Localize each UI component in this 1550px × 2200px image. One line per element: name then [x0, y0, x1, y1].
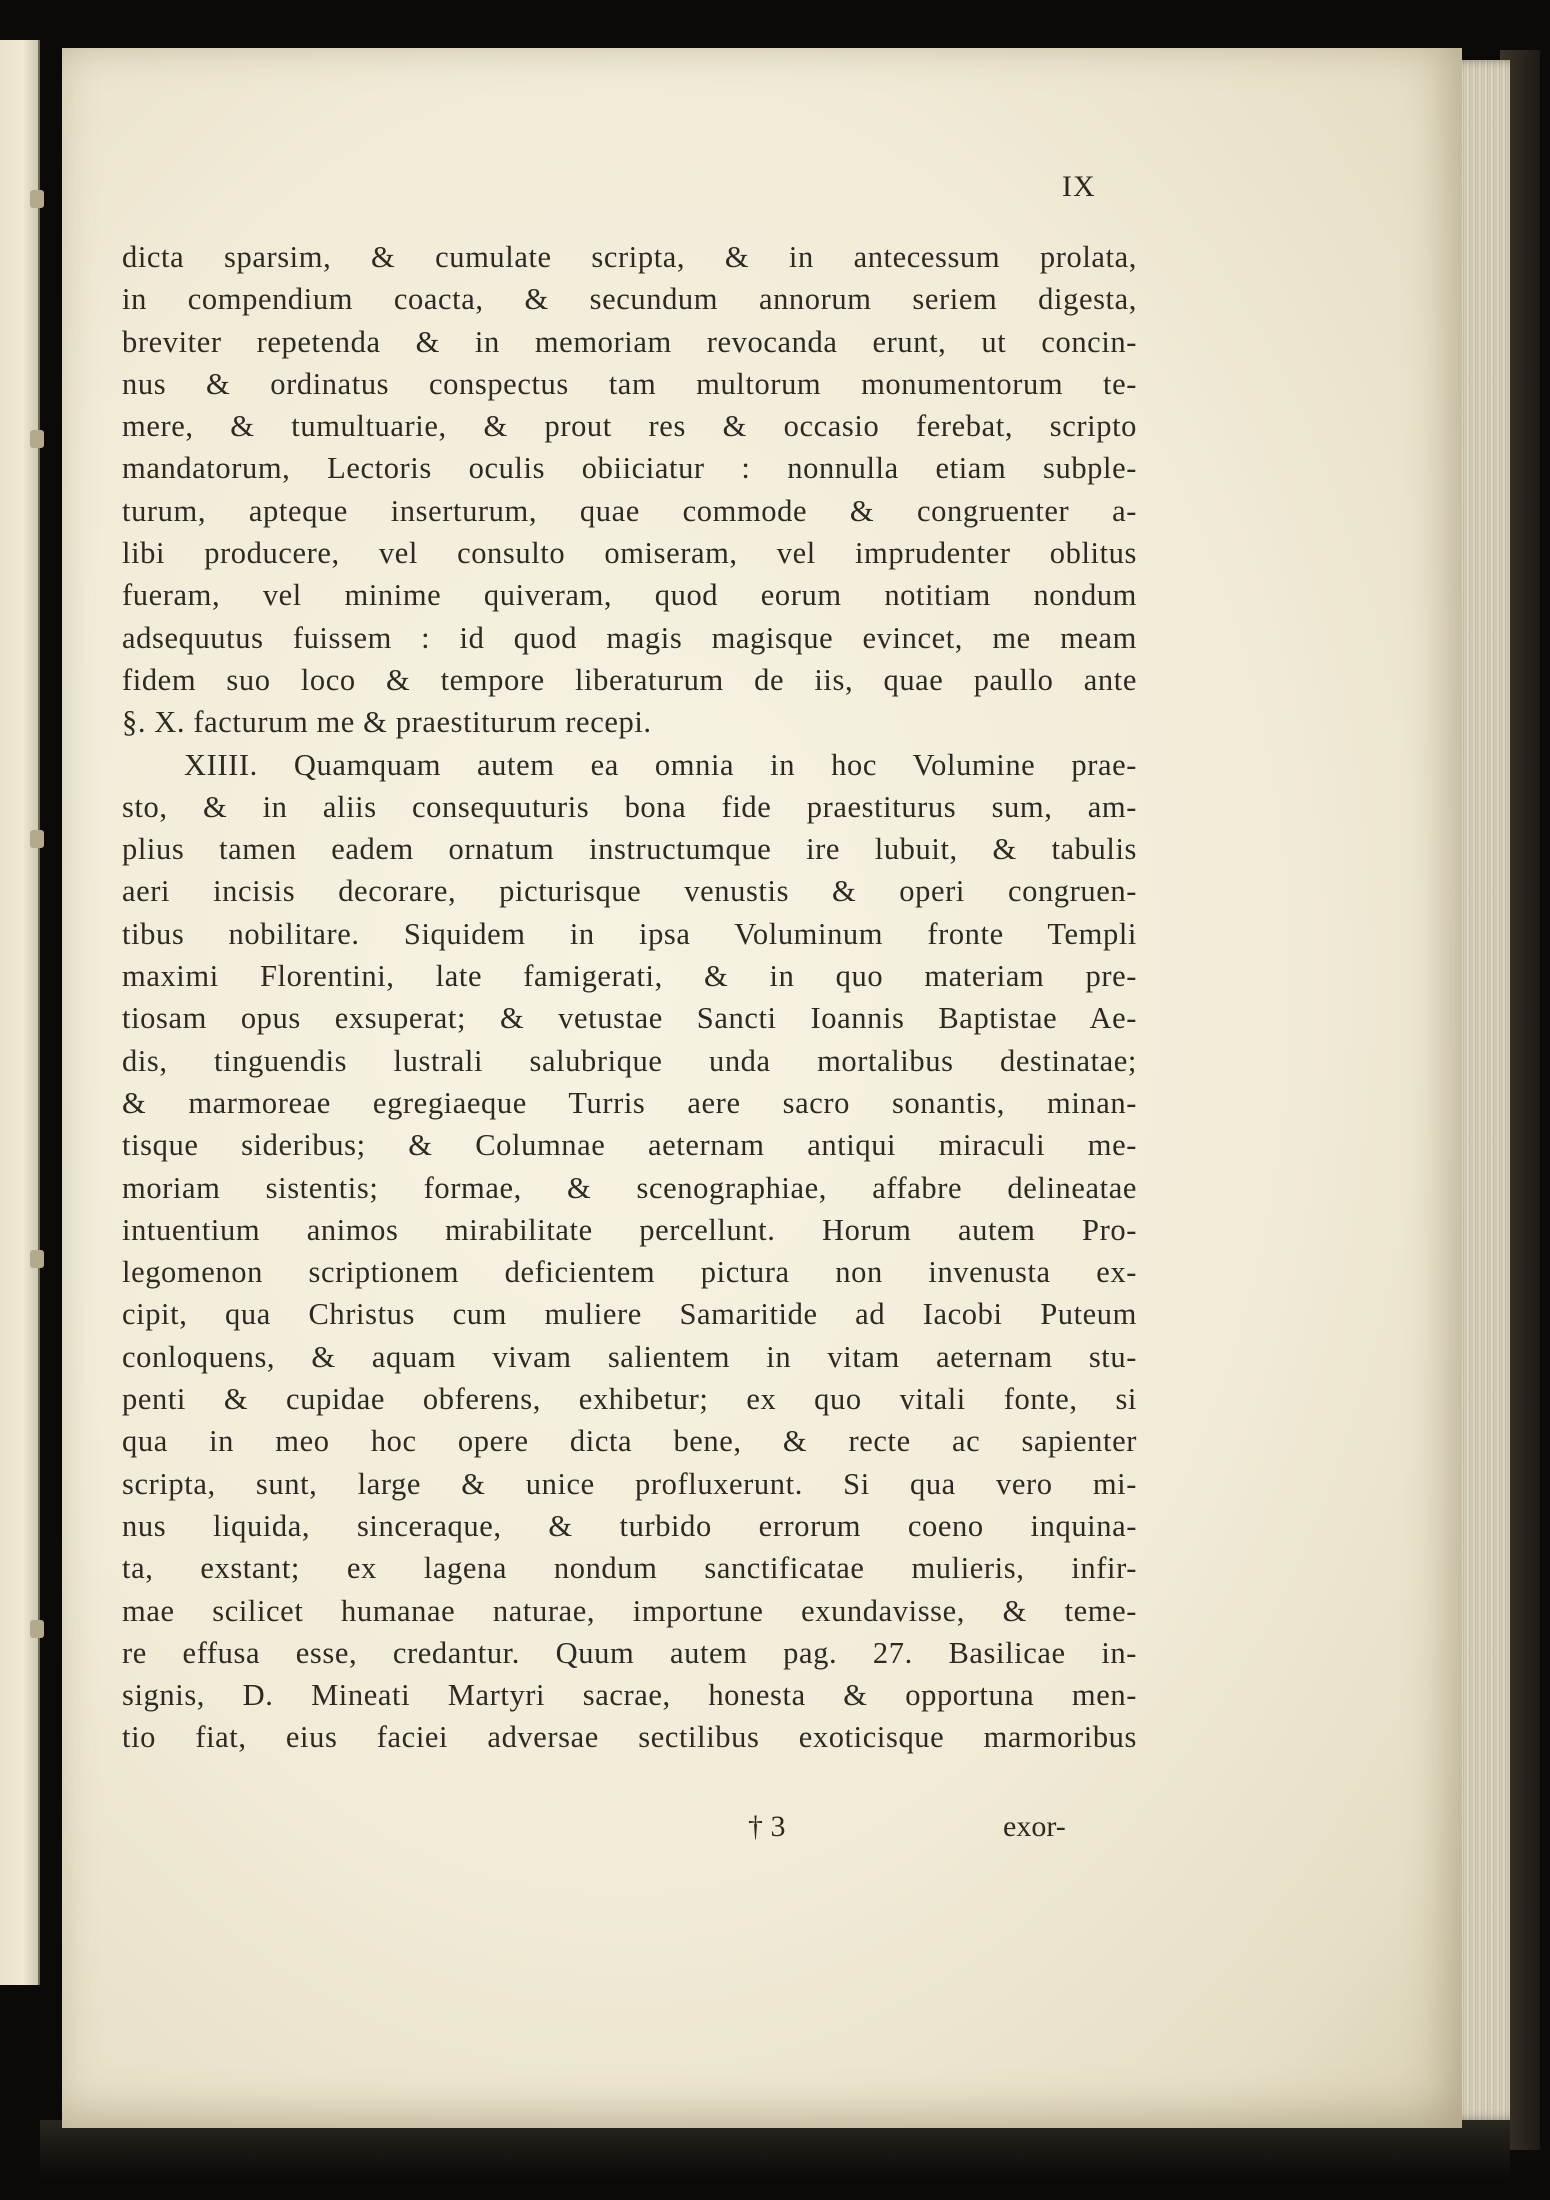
text-line: tibus nobilitare. Siquidem in ipsa Voluminum fronte Templi — [122, 916, 1137, 951]
text-line: signis, D. Mineati Martyri sacrae, honesta & opportuna men- — [122, 1678, 1137, 1713]
signature-mark: † 3 — [748, 1810, 786, 1843]
text-line: moriam sistentis; formae, & scenographiae, affabre delineatae — [122, 1170, 1137, 1205]
text-line: tisque sideribus; & Columnae aeternam antiqui miraculi me- — [122, 1128, 1137, 1163]
text-line: nus liquida, sinceraque, & turbido errorum coeno inquina- — [122, 1508, 1137, 1543]
facing-page-edge — [0, 40, 40, 1985]
text-line: XIIII. Quamquam autem ea omnia in hoc Volumine prae- — [184, 747, 1137, 782]
text-line: scripta, sunt, large & unice profluxerunt. Si qua vero mi- — [122, 1466, 1137, 1501]
text-line: intuentium animos mirabilitate percellunt. Horum autem Pro- — [122, 1212, 1137, 1247]
binding-stitch — [30, 1620, 44, 1638]
text-line: adsequutus fuissem : id quod magis magisque evincet, me meam — [122, 620, 1137, 655]
text-line: qua in meo hoc opere dicta bene, & recte ac sapienter — [122, 1424, 1137, 1459]
text-line: dicta sparsim, & cumulate scripta, & in antecessum prolata, — [122, 240, 1137, 274]
binding-stitch — [30, 190, 44, 208]
text-line: re effusa esse, credantur. Quum autem pag. 27. Basilicae in- — [122, 1635, 1137, 1670]
text-line: & marmoreae egregiaeque Turris aere sacro sonantis, minan- — [122, 1085, 1137, 1120]
body-text — [122, 236, 1137, 1759]
binding-stitch — [30, 1250, 44, 1268]
text-line: tiosam opus exsuperat; & vetustae Sancti Ioannis Baptistae Ae- — [122, 1001, 1137, 1036]
text-line: conloquens, & aquam vivam salientem in vitam aeternam stu- — [122, 1339, 1137, 1374]
text-line: fueram, vel minime quiveram, quod eorum notitiam nondum — [122, 578, 1137, 613]
text-line: penti & cupidae obferens, exhibetur; ex quo vitali fonte, si — [122, 1382, 1137, 1417]
binding-stitch — [30, 830, 44, 848]
binding-stitch — [30, 430, 44, 448]
text-line: mae scilicet humanae naturae, importune exundavisse, & teme- — [122, 1593, 1137, 1628]
text-line: aeri incisis decorare, picturisque venustis & operi congruen- — [122, 874, 1137, 909]
text-line: dis, tinguendis lustrali salubrique unda mortalibus destinatae; — [122, 1043, 1137, 1078]
text-line: ta, exstant; ex lagena nondum sanctificatae mulieris, infir- — [122, 1551, 1137, 1586]
text-line: §. X. facturum me & praestiturum recepi. — [122, 705, 652, 740]
page-number: IX — [1062, 170, 1096, 203]
catchword: exor- — [1003, 1810, 1066, 1843]
text-line: cipit, qua Christus cum muliere Samaritide ad Iacobi Puteum — [122, 1297, 1137, 1332]
text-line: tio fiat, eius faciei adversae sectilibus exoticisque marmoribus — [122, 1720, 1137, 1755]
text-line: mere, & tumultuarie, & prout res & occasio ferebat, scripto — [122, 409, 1137, 444]
text-line: sto, & in aliis consequuturis bona fide praestiturus sum, am- — [122, 789, 1137, 824]
text-line: mandatorum, Lectoris oculis obiiciatur : nonnulla etiam subple- — [122, 451, 1137, 486]
text-line: in compendium coacta, & secundum annorum seriem digesta, — [122, 282, 1137, 317]
text-line: nus & ordinatus conspectus tam multorum monumentorum te- — [122, 366, 1137, 401]
bottom-shadow — [40, 2120, 1510, 2180]
text-line: turum, apteque inserturum, quae commode & congruenter a- — [122, 493, 1137, 528]
text-line: plius tamen eadem ornatum instructumque ire lubuit, & tabulis — [122, 832, 1137, 867]
text-line: breviter repetenda & in memoriam revocanda erunt, ut concin- — [122, 324, 1137, 359]
text-line: fidem suo loco & tempore liberaturum de iis, quae paullo ante — [122, 662, 1137, 697]
text-line: legomenon scriptionem deficientem pictura non invenusta ex- — [122, 1255, 1137, 1290]
text-line: libi producere, vel consulto omiseram, vel imprudenter oblitus — [122, 536, 1137, 571]
text-line: maximi Florentini, late famigerati, & in quo materiam pre- — [122, 959, 1137, 994]
